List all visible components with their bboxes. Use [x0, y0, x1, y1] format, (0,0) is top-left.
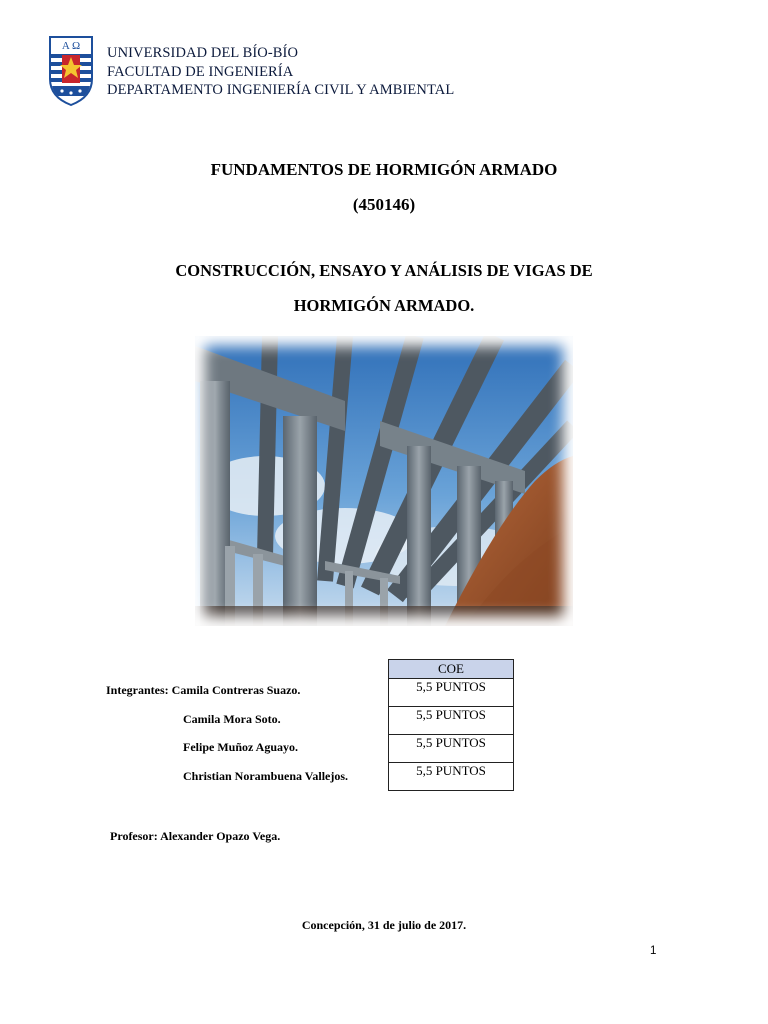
- bridge-photo: [195, 336, 573, 626]
- member-name: Camila Contreras Suazo.: [171, 683, 301, 697]
- university-name: UNIVERSIDAD DEL BÍO-BÍO: [107, 45, 299, 61]
- member-name: Christian Norambuena Vallejos.: [183, 769, 349, 783]
- member-name: Camila Mora Soto.: [183, 712, 281, 726]
- coe-score: 5,5 PUNTOS: [389, 679, 514, 707]
- coe-table: [388, 659, 514, 791]
- report-title-line2: HORMIGÓN ARMADO.: [293, 296, 475, 315]
- department-name: DEPARTAMENTO INGENIERÍA CIVIL Y AMBIENTAL: [107, 82, 455, 98]
- course-code: (450146): [352, 195, 416, 214]
- page-number: 1: [650, 945, 657, 957]
- coe-score: 5,5 PUNTOS: [389, 763, 514, 791]
- university-logo: [48, 35, 94, 107]
- coe-score: 5,5 PUNTOS: [389, 707, 514, 735]
- members-label: Integrantes:: [106, 683, 169, 697]
- place-date: Concepción, 31 de julio de 2017.: [301, 918, 467, 932]
- member-name: Felipe Muñoz Aguayo.: [183, 740, 299, 754]
- professor: Profesor: Alexander Opazo Vega.: [110, 829, 281, 843]
- report-title-line1: CONSTRUCCIÓN, ENSAYO Y ANÁLISIS DE VIGAS DE: [175, 261, 593, 280]
- member-row-1: [106, 683, 300, 697]
- coe-header: COE: [389, 660, 514, 679]
- coe-score: 5,5 PUNTOS: [389, 735, 514, 763]
- course-name: FUNDAMENTOS DE HORMIGÓN ARMADO: [210, 160, 558, 179]
- faculty-name: FACULTAD DE INGENIERÍA: [107, 64, 294, 80]
- logo-letters: A Ω: [61, 40, 81, 52]
